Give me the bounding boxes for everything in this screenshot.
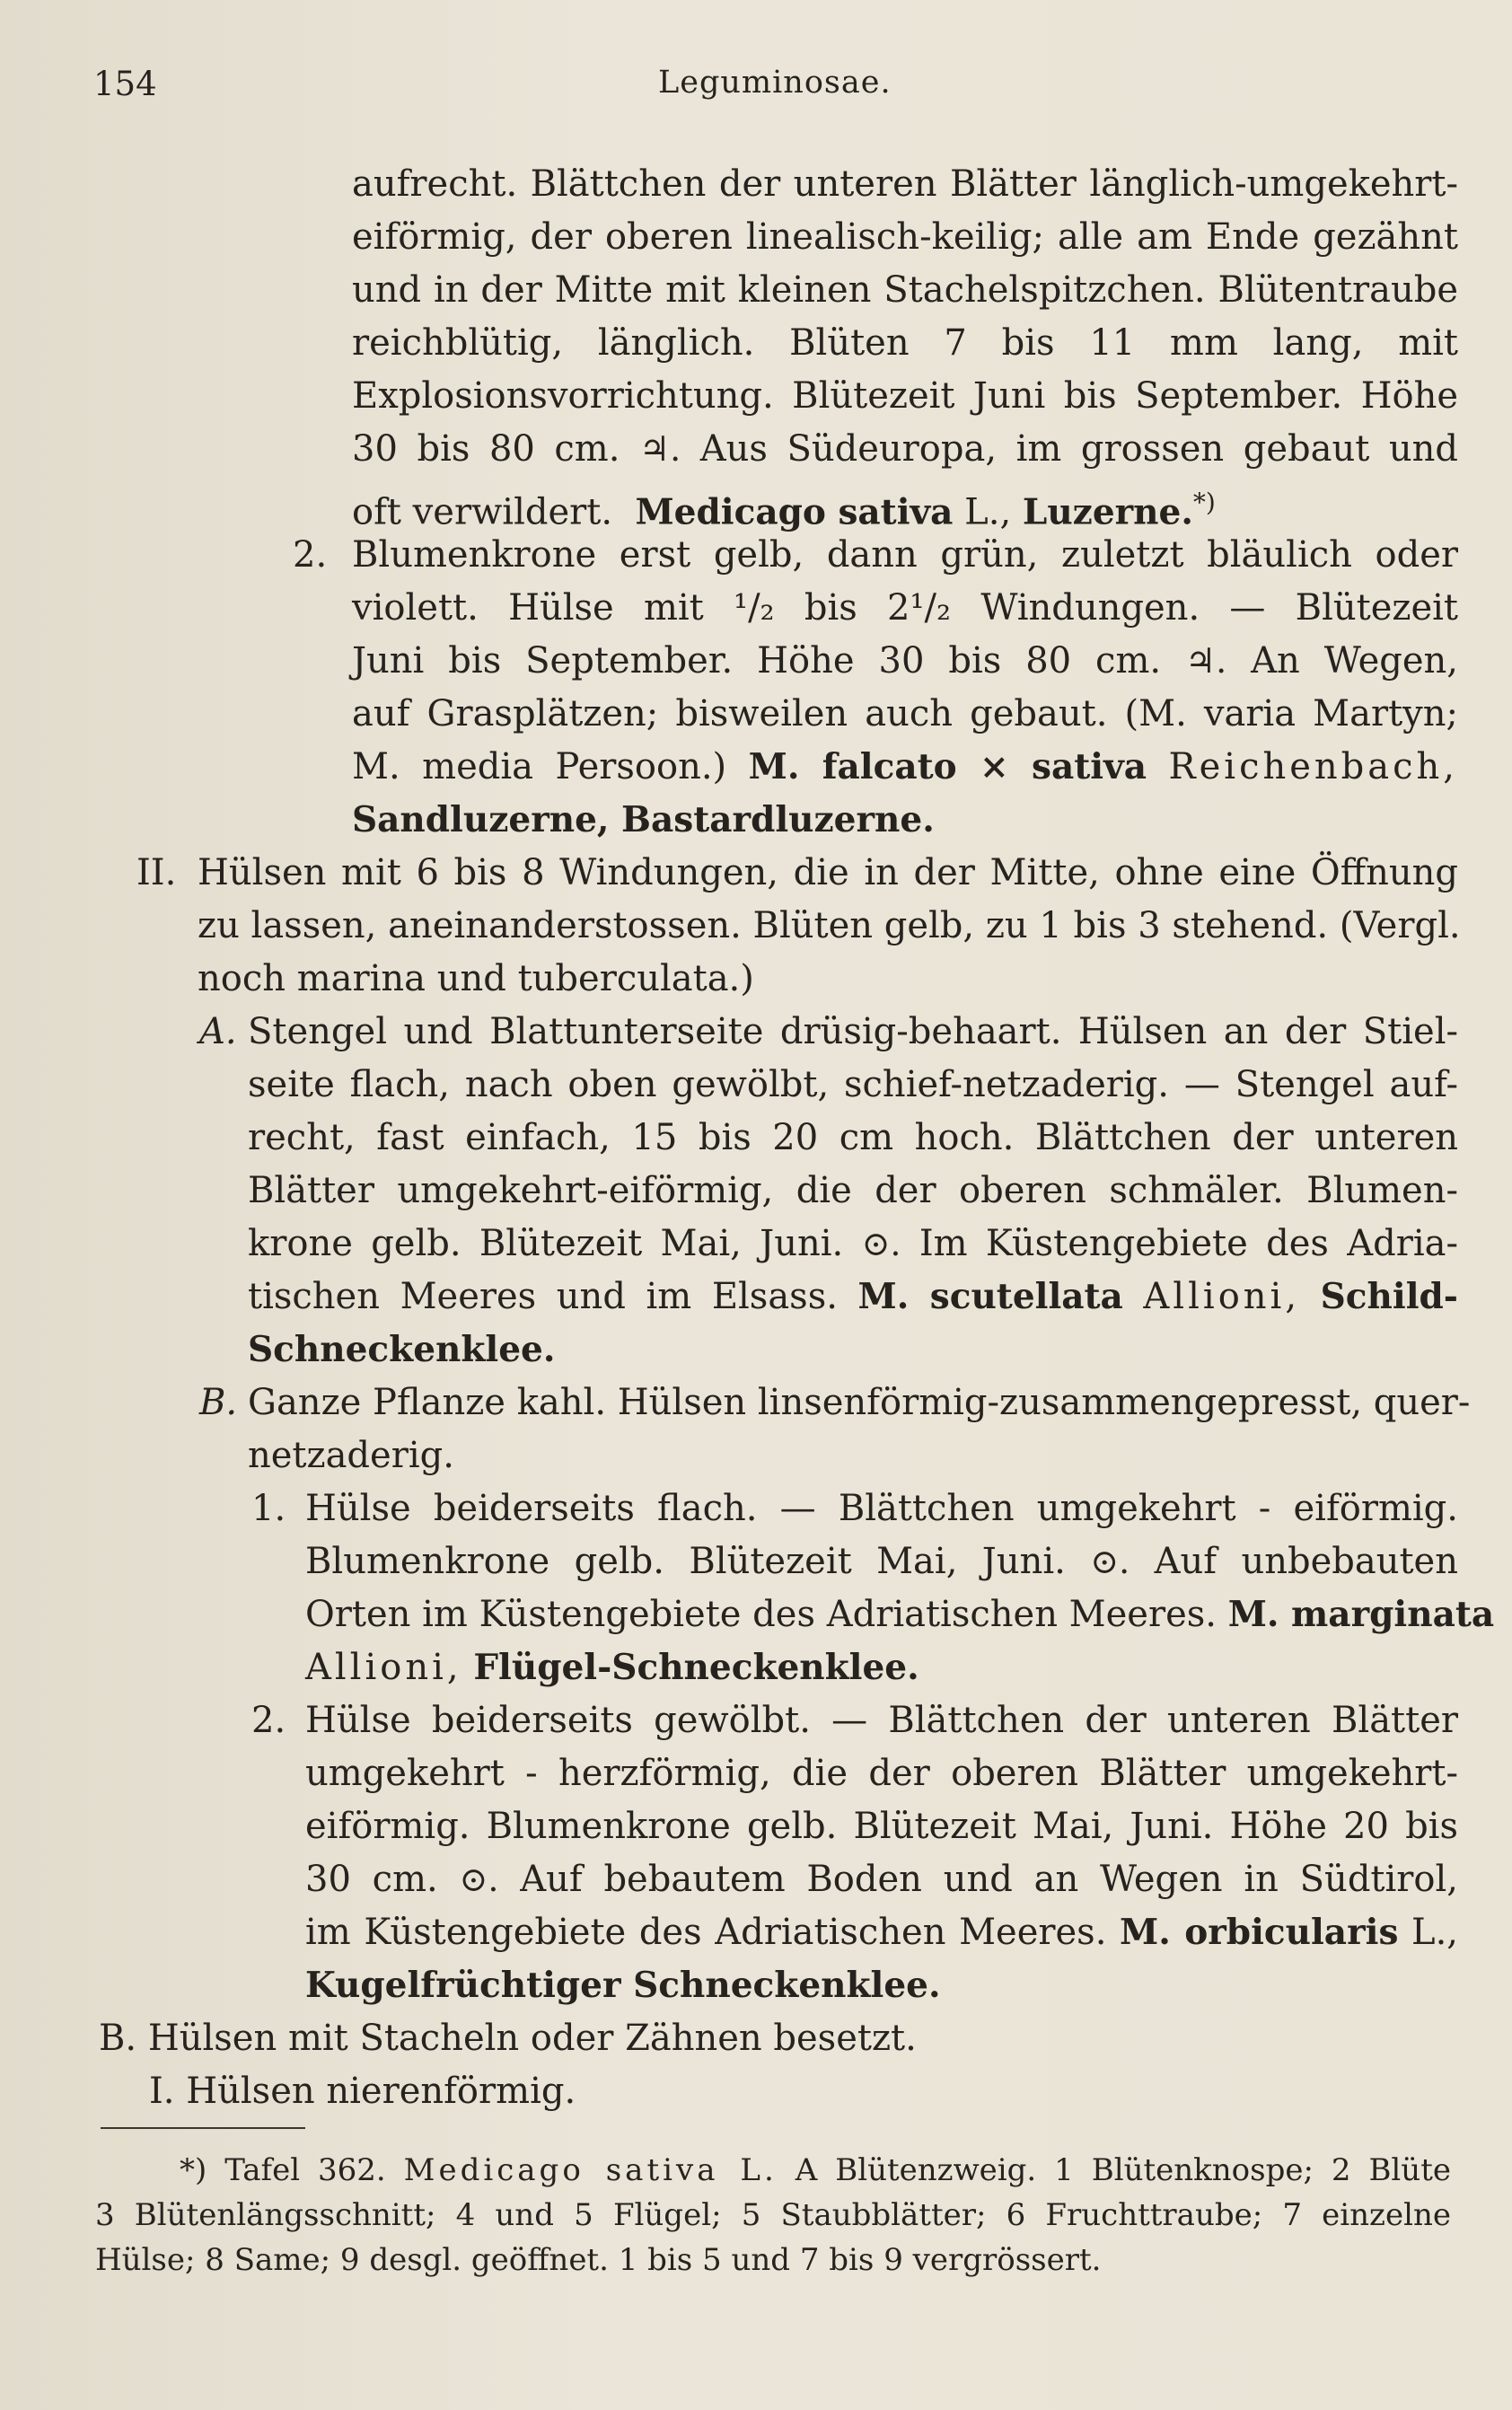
common-name: Schild- <box>1320 1276 1458 1317</box>
section-heading: B. Hülsen mit Stacheln oder Zähnen besetzt. <box>99 2018 917 2059</box>
footnote-line <box>180 2148 1451 2193</box>
text-line <box>352 794 1458 847</box>
running-title: Leguminosae. <box>658 65 892 101</box>
fraction: ¹/₂ <box>734 587 775 629</box>
text-segment: Im Küstengebiete des Adria- <box>919 1223 1458 1264</box>
text-segment: Orten im Küstengebiete des Adriatischen Meeres. <box>305 1594 1217 1635</box>
subsection-letter: A. <box>199 1011 237 1052</box>
text-line <box>305 1959 1458 2012</box>
text-line: recht, fast einfach, 15 bis 20 cm hoch. Blättchen der unteren <box>248 1117 1458 1158</box>
author-name: L., <box>964 491 1012 533</box>
item-number: 1. <box>251 1488 286 1529</box>
text-line: umgekehrt - herzförmig, die der oberen Blätter umgekehrt- <box>305 1753 1458 1794</box>
common-name: Flügel-Schneckenklee. <box>473 1647 919 1688</box>
text-segment: im Küstengebiete des Adriatischen Meeres. <box>305 1912 1107 1953</box>
perennial-symbol: ♃. <box>1185 641 1227 681</box>
annual-symbol: ⊙. <box>459 1860 499 1899</box>
text-segment: Windungen. — Blütezeit <box>980 587 1458 629</box>
text-line <box>305 1641 1458 1694</box>
species-name: M. falcato × sativa <box>748 746 1147 787</box>
species-name: Medicago sativa <box>635 491 954 533</box>
text-line: zu lassen, aneinanderstossen. Blüten gelb, zu 1 bis 3 stehend. (Vergl. <box>198 905 1461 946</box>
text-line <box>352 741 1458 794</box>
text-line <box>248 1324 1458 1377</box>
text-line: Hülsen mit 6 bis 8 Windungen, die in der Mitte, ohne eine Öffnung <box>198 852 1458 893</box>
annual-symbol: ⊙. <box>861 1224 901 1263</box>
perennial-symbol: ♃. <box>639 429 681 469</box>
common-name: Luzerne. <box>1022 491 1193 533</box>
text-line: Hülse beiderseits gewölbt. — Blättchen der unteren Blätter <box>305 1700 1458 1741</box>
text-line: Blätter umgekehrt-eiförmig, die der oberen schmäler. Blumen- <box>248 1170 1458 1211</box>
text-line <box>248 1218 1458 1271</box>
text-segment: krone gelb. Blütezeit Mai, Juni. <box>248 1223 844 1264</box>
text-segment: oft verwildert. <box>352 491 613 533</box>
text-line <box>305 1906 1458 1959</box>
text-segment: tischen Meeres und im Elsass. <box>248 1276 838 1317</box>
footnote-line: Hülse; 8 Same; 9 desgl. geöffnet. 1 bis 5 und 7 bis 9 vergrössert. <box>95 2242 1102 2278</box>
author-name: Reichenbach, <box>1168 746 1458 787</box>
text-segment: Aus Südeuropa, im grossen gebaut und <box>699 428 1458 470</box>
author-name: Allioni, <box>305 1647 462 1688</box>
text-line: seite flach, nach oben gewölbt, schief-netzaderig. — Stengel auf- <box>248 1064 1458 1105</box>
section-heading: I. Hülsen nierenförmig. <box>149 2071 576 2112</box>
page-number: 154 <box>93 65 157 103</box>
author-name: L., <box>1411 1912 1459 1953</box>
footnote-segment: *) Tafel 362. <box>180 2152 386 2188</box>
text-line: aufrecht. Blättchen der unteren Blätter länglich-umgekehrt- <box>352 163 1458 205</box>
section-number: II. <box>136 852 177 893</box>
text-line: eiförmig. Blumenkrone gelb. Blütezeit Mai, Juni. Höhe 20 bis <box>305 1806 1458 1847</box>
text-line: netzaderig. <box>248 1435 454 1476</box>
text-line <box>305 1535 1458 1588</box>
fraction: 2¹/₂ <box>887 587 952 629</box>
footnote-line: 3 Blütenlängsschnitt; 4 und 5 Flügel; 5 Staubblätter; 6 Fruchttraube; 7 einzelne <box>95 2197 1451 2233</box>
text-line: Blumenkrone erst gelb, dann grün, zuletzt bläulich oder <box>352 534 1458 576</box>
text-line <box>352 635 1458 688</box>
species-name: M. marginata <box>1227 1594 1495 1635</box>
text-line <box>248 1271 1458 1324</box>
common-name: Schneckenklee. <box>248 1329 556 1370</box>
text-line: eiförmig, der oberen linealisch-keilig; alle am Ende gezähnt <box>352 216 1458 258</box>
species-name: Medicago sativa L. <box>403 2152 778 2188</box>
text-segment: 30 cm. <box>305 1859 438 1900</box>
text-segment: Juni bis September. Höhe 30 bis 80 cm. <box>352 640 1162 682</box>
text-segment: Blumenkrone gelb. Blütezeit Mai, Juni. <box>305 1541 1066 1582</box>
text-segment: 30 bis 80 cm. <box>352 428 620 470</box>
footnote-marker: *) <box>1192 488 1216 517</box>
common-name: Kugelfrüchtiger Schneckenklee. <box>305 1965 941 2006</box>
text-line: noch marina und tuberculata.) <box>198 958 754 999</box>
text-segment: M. media Persoon.) <box>352 746 727 787</box>
text-line: und in der Mitte mit kleinen Stachelspitzchen. Blütentraube <box>352 269 1458 311</box>
text-segment: Auf bebautem Boden und an Wegen in Südtirol, <box>520 1859 1458 1900</box>
subsection-letter: B. <box>199 1382 238 1423</box>
item-number: 2. <box>293 534 328 576</box>
footnote-segment: A Blütenzweig. 1 Blütenknospe; 2 Blüte <box>795 2152 1451 2188</box>
text-line <box>305 1588 1495 1641</box>
item-number: 2. <box>251 1700 286 1741</box>
common-name: Sandluzerne, Bastardluzerne. <box>352 799 935 840</box>
text-line: Stengel und Blattunterseite drüsig-behaart. Hülsen an der Stiel- <box>248 1011 1458 1052</box>
text-segment: bis <box>804 587 857 629</box>
species-name: M. orbicularis <box>1120 1912 1399 1953</box>
author-name: Allioni, <box>1143 1276 1301 1317</box>
text-line <box>352 423 1458 476</box>
text-line: Explosionsvorrichtung. Blütezeit Juni bis September. Höhe <box>352 375 1458 417</box>
text-segment: Auf unbebauten <box>1154 1541 1458 1582</box>
text-line: reichblütig, länglich. Blüten 7 bis 11 mm lang, mit <box>352 322 1458 364</box>
text-line: Hülse beiderseits flach. — Blättchen umgekehrt - eiförmig. <box>305 1488 1458 1529</box>
footnote-divider <box>101 2127 305 2129</box>
text-segment: violett. Hülse mit <box>352 587 704 629</box>
text-line <box>352 582 1458 635</box>
text-line <box>305 1853 1458 1906</box>
species-name: M. scutellata <box>857 1276 1123 1317</box>
text-segment: An Wegen, <box>1251 640 1459 682</box>
text-line: auf Grasplätzen; bisweilen auch gebaut. (M. varia Martyn; <box>352 693 1458 734</box>
annual-symbol: ⊙. <box>1090 1542 1130 1581</box>
text-line: Ganze Pflanze kahl. Hülsen linsenförmig-zusammengepresst, quer- <box>248 1382 1471 1423</box>
